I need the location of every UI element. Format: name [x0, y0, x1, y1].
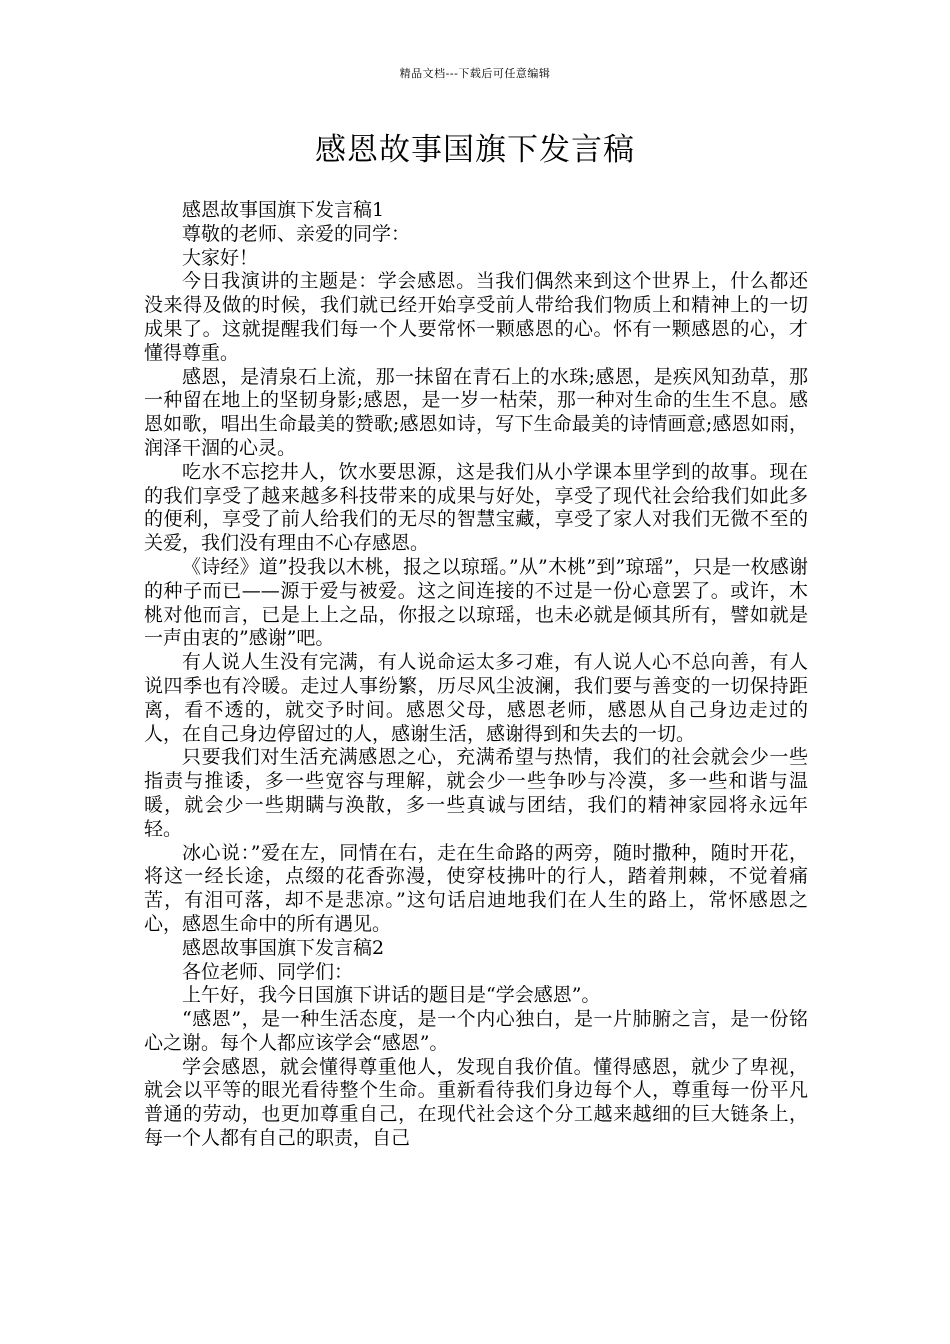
paragraph: 今日我演讲的主题是：学会感恩。当我们偶然来到这个世界上，什么都还没来得及做的时候，我们就已经开始享受前人带给我们物质上和精神上的一切成果了。这就提醒我们每一个人要常怀一颗感恩的心。怀有一颗感恩的心，才懂得尊重。 [144, 270, 808, 364]
paragraph: 冰心说：”爱在左，同情在右，走在生命路的两旁，随时撒种，随时开花，将这一经长途，点缀的花香弥漫，使穿枝拂叶的行人，踏着荆棘，不觉着痛苦，有泪可落，却不是悲凉。”这句话启迪地我们在人生的路上，常怀感恩之心，感恩生命中的所有遇见。 [144, 841, 808, 935]
paragraph: 感恩，是清泉石上流，那一抹留在青石上的水珠;感恩，是疾风知劲草，那一种留在地上的坚韧身影;感恩，是一岁一枯荣，那一种对生命的生生不息。感恩如歌，唱出生命最美的赞歌;感恩如诗，写下生命最美的诗情画意;感恩如雨，润泽干涸的心灵。 [144, 365, 808, 459]
paragraph: 学会感恩，就会懂得尊重他人，发现自我价值。懂得感恩，就少了卑视，就会以平等的眼光看待整个生命。重新看待我们身边每个人，尊重每一份平凡普通的劳动，也更加尊重自己，在现代社会这个分工越来越细的巨大链条上，每一个人都有自己的职责，自己 [144, 1055, 808, 1150]
paragraph: 上午好，我今日国旗下讲话的题目是“学会感恩”。 [182, 984, 601, 1007]
document-title: 感恩故事国旗下发言稿 [315, 132, 635, 168]
greeting: 大家好！ [182, 246, 259, 269]
paragraph: “感恩”，是一种生活态度，是一个内心独白，是一片肺腑之言，是一份铭心之谢。每个人都应该学会“感恩”。 [144, 1008, 808, 1054]
page-header: 精品文档---下载后可任意编辑 [399, 67, 551, 80]
salutation: 各位老师、同学们： [182, 960, 354, 983]
section-heading: 感恩故事国旗下发言稿2 [182, 936, 385, 959]
document-body [144, 199, 808, 1151]
paragraph: 有人说人生没有完满，有人说命运太多刁难，有人说人心不总向善，有人说四季也有冷暖。走过人事纷繁，历尽风尘波澜，我们要与善变的一切保持距离，看不透的，就交予时间。感恩父母，感恩老师，感恩从自己身边走过的人，在自己身边停留过的人，感谢生活，感谢得到和失去的一切。 [144, 651, 808, 745]
paragraph: 吃水不忘挖井人，饮水要思源，这是我们从小学课本里学到的故事。现在的我们享受了越来越多科技带来的成果与好处，享受了现代社会给我们如此多的便利，享受了前人给我们的无尽的智慧宝藏，享受了家人对我们无微不至的关爱，我们没有理由不心存感恩。 [144, 460, 808, 555]
section-heading: 感恩故事国旗下发言稿1 [182, 199, 385, 221]
paragraph: 只要我们对生活充满感恩之心，充满希望与热情，我们的社会就会少一些指责与推诿，多一些宽容与理解，就会少一些争吵与冷漠，多一些和谐与温暖，就会少一些期瞒与涣散，多一些真诚与团结，我们的精神家园将永远年轻。 [144, 746, 808, 840]
paragraph: 《诗经》道”投我以木桃，报之以琼瑶。”从”木桃”到”琼瑶”，只是一枚感谢的种子而已——源于爱与被爱。这之间连接的不过是一份心意罢了。或许，木桃对他而言，已是上上之品，你报之以琼瑶，也未必就是倾其所有，譬如就是一声由衷的”感谢”吧。 [144, 555, 808, 650]
salutation: 尊敬的老师、亲爱的同学： [182, 222, 411, 245]
